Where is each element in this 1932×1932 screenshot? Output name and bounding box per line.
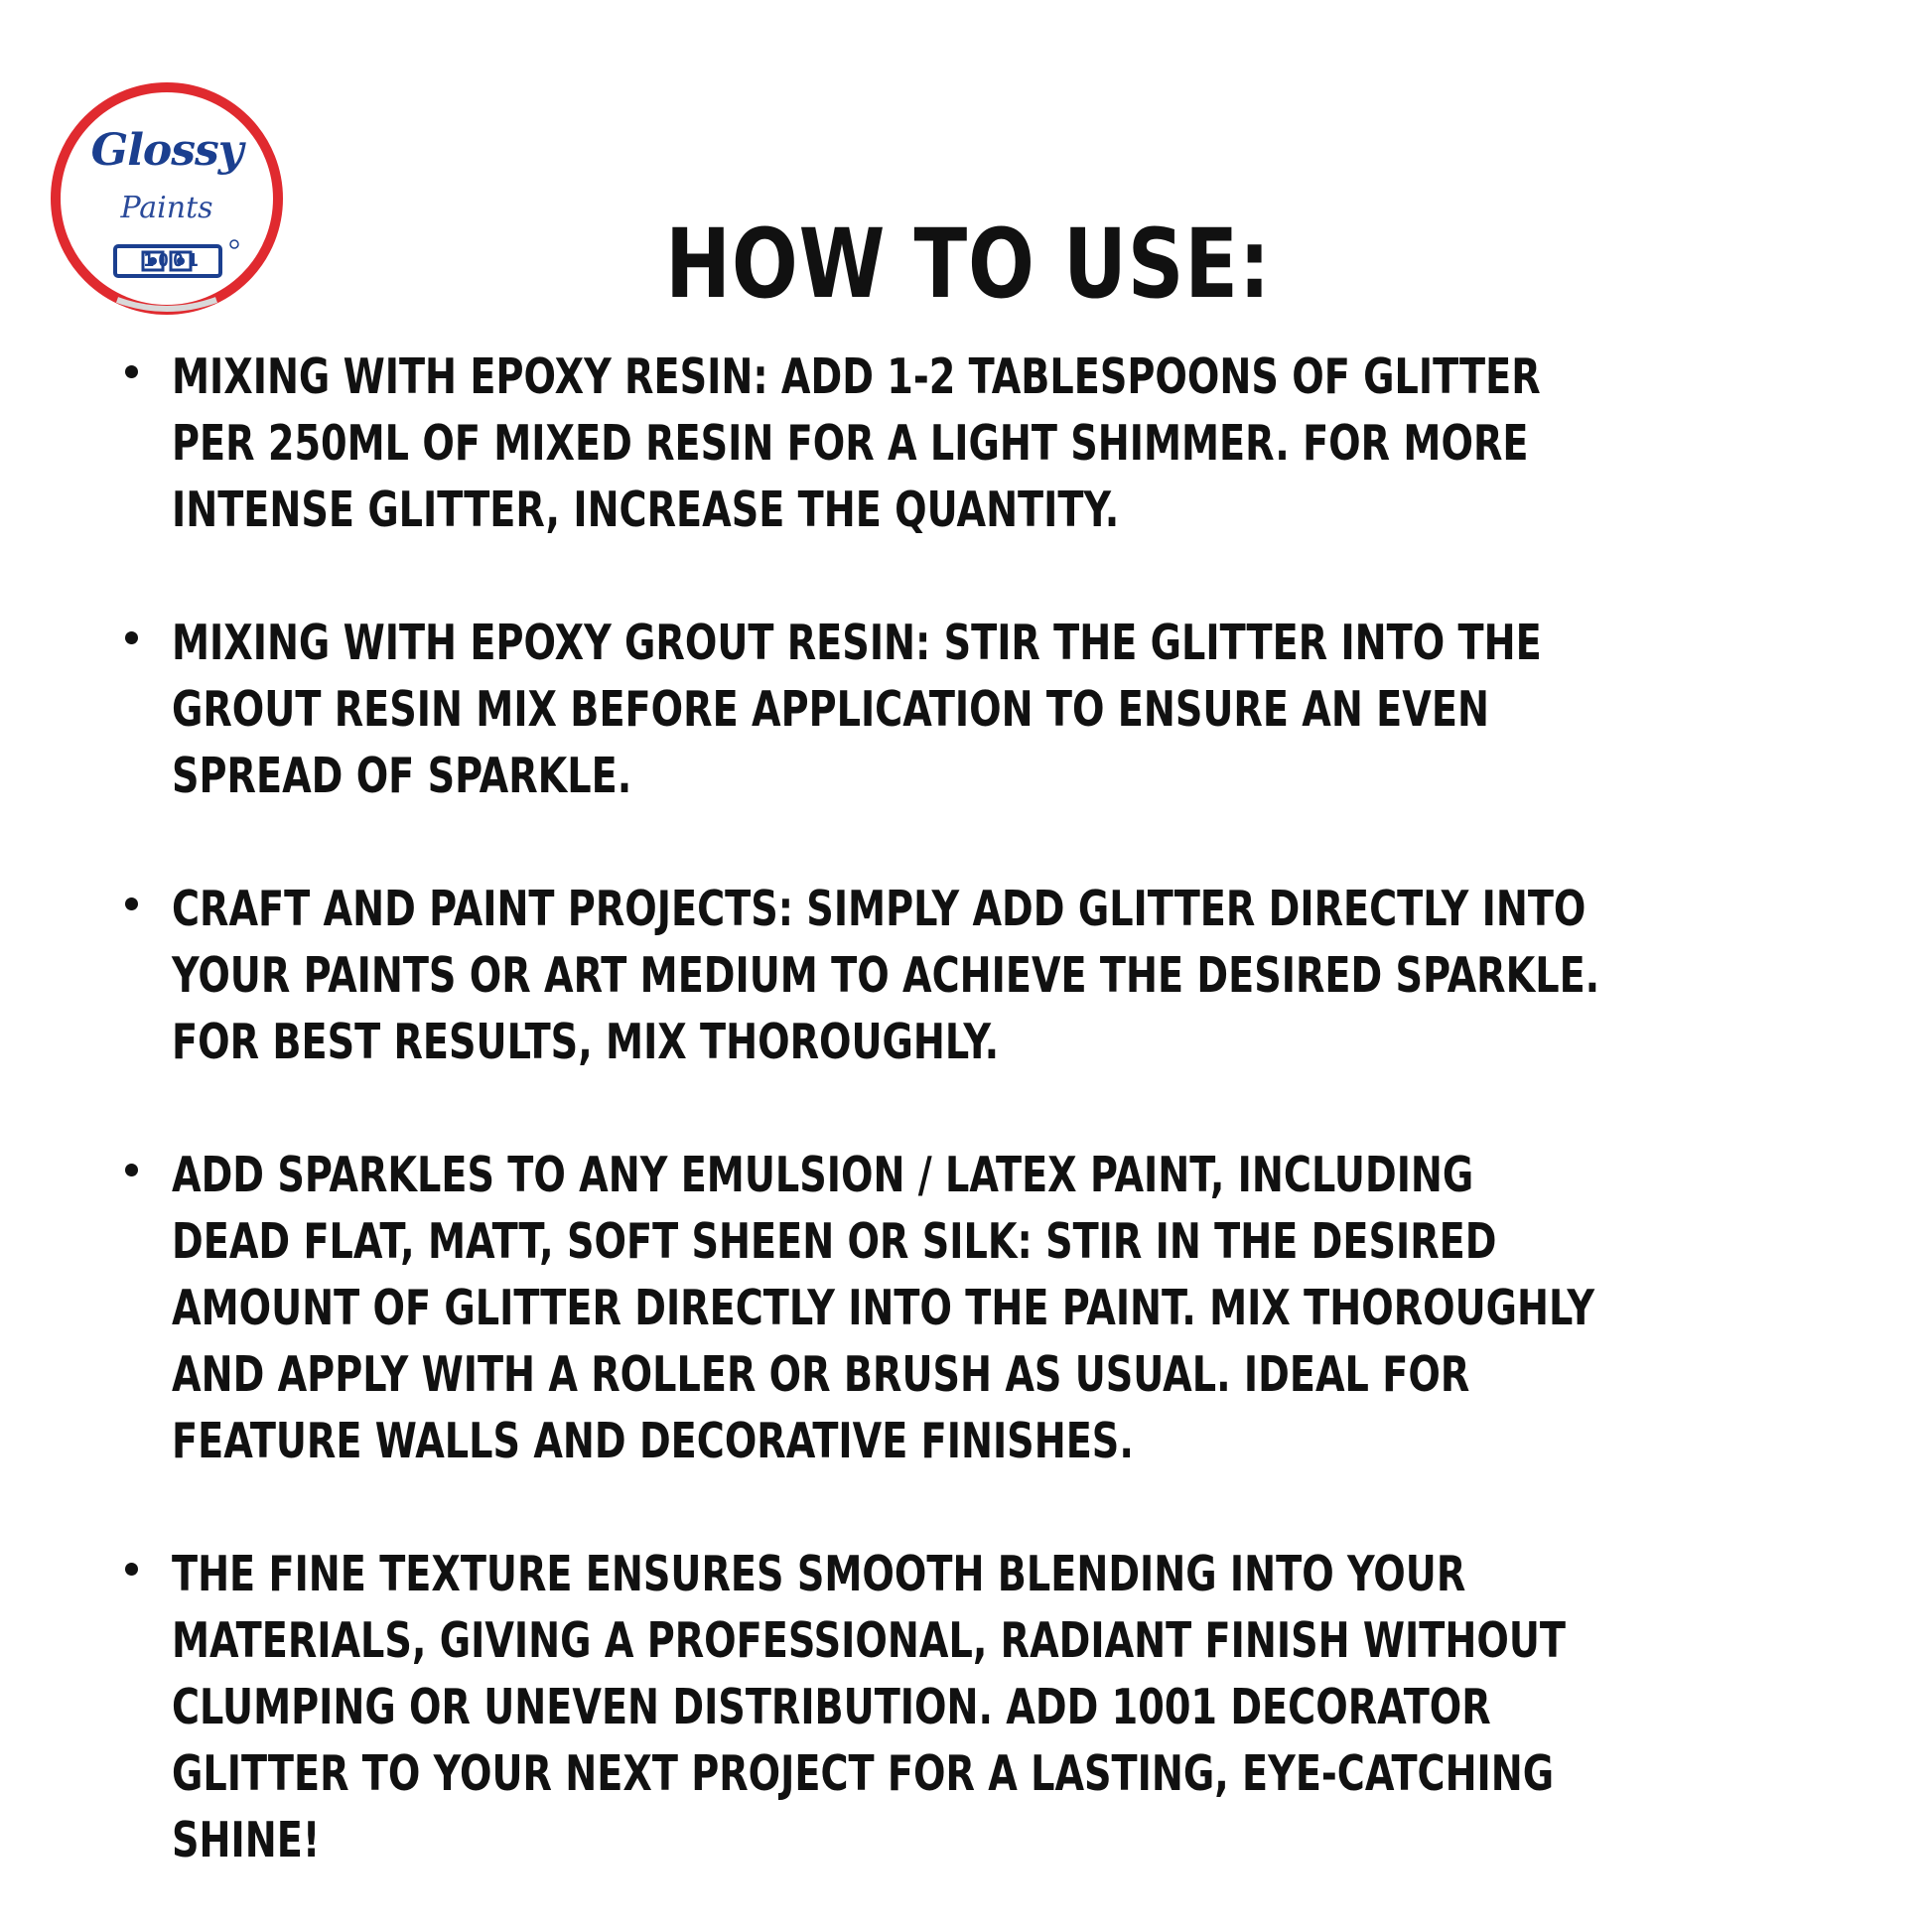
step-text-line: YOUR PAINTS OR ART MEDIUM TO ACHIEVE THE DESIRED SPARKLE. [172, 947, 1600, 1004]
step-text-line: ADD SPARKLES TO ANY EMULSION / LATEX PAINT, INCLUDING [172, 1147, 1474, 1203]
step-text-line: GROUT RESIN MIX BEFORE APPLICATION TO ENSURE AN EVEN [172, 681, 1489, 738]
logo-sub-name: Paints [120, 191, 213, 225]
list-item [117, 610, 1874, 809]
step-text-line: THE FINE TEXTURE ENSURES SMOOTH BLENDING INTO YOUR [172, 1546, 1466, 1602]
bullet-icon [125, 897, 138, 910]
logo-badge: 1001 [143, 250, 203, 271]
step-text-line: PER 250ML OF MIXED RESIN FOR A LIGHT SHIMMER. FOR MORE [172, 415, 1529, 472]
list-item [117, 344, 1874, 543]
bullet-icon [125, 631, 138, 644]
step-text-line: MIXING WITH EPOXY GROUT RESIN: STIR THE GLITTER INTO THE [172, 615, 1542, 671]
logo-brand-name: Glossy [90, 125, 243, 176]
step-text-line: FEATURE WALLS AND DECORATIVE FINISHES. [172, 1413, 1134, 1469]
step-text-line: CLUMPING OR UNEVEN DISTRIBUTION. ADD 1001 DECORATOR [172, 1679, 1491, 1735]
step-text-line: AND APPLY WITH A ROLLER OR BRUSH AS USUAL. IDEAL FOR [172, 1346, 1470, 1403]
step-text-line: FOR BEST RESULTS, MIX THOROUGHLY. [172, 1014, 1000, 1070]
list-item [117, 1541, 1874, 1873]
list-item [117, 876, 1874, 1075]
step-text-line: INTENSE GLITTER, INCREASE THE QUANTITY. [172, 482, 1120, 538]
bullet-icon [125, 1164, 138, 1176]
step-text-line: AMOUNT OF GLITTER DIRECTLY INTO THE PAINT. MIX THOROUGHLY [172, 1280, 1595, 1336]
bullet-icon [125, 1563, 138, 1576]
step-text-line: DEAD FLAT, MATT, SOFT SHEEN OR SILK: STIR IN THE DESIRED [172, 1213, 1497, 1270]
step-text-line: MIXING WITH EPOXY RESIN: ADD 1-2 TABLESPOONS OF GLITTER [172, 348, 1541, 405]
step-text-line: CRAFT AND PAINT PROJECTS: SIMPLY ADD GLITTER DIRECTLY INTO [172, 881, 1587, 937]
step-text-line: SHINE! [172, 1812, 321, 1868]
list-item [117, 1142, 1874, 1474]
step-text-line: SPREAD OF SPARKLE. [172, 748, 632, 804]
step-text-line: GLITTER TO YOUR NEXT PROJECT FOR A LASTING, EYE-CATCHING [172, 1745, 1555, 1802]
page-title: HOW TO USE: [665, 208, 1272, 320]
instruction-list [117, 344, 1874, 1873]
bullet-icon [125, 365, 138, 378]
step-text-line: MATERIALS, GIVING A PROFESSIONAL, RADIANT FINISH WITHOUT [172, 1612, 1566, 1669]
